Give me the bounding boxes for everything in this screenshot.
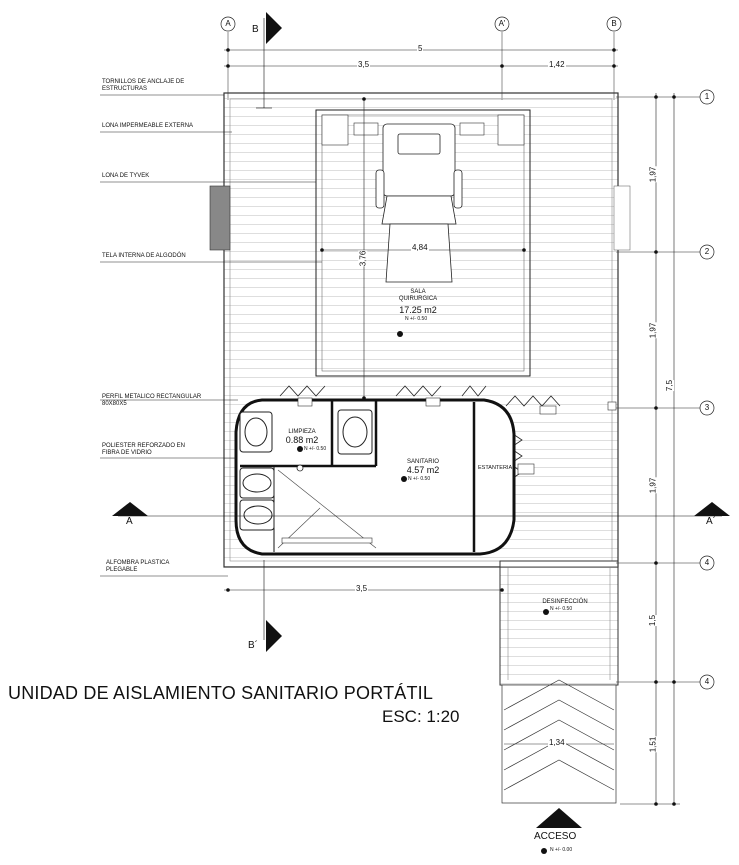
dim-room-width: 4,84	[412, 243, 428, 252]
dim-right-2: 1,97	[648, 322, 658, 339]
drawing-title: UNIDAD DE AISLAMIENTO SANITARIO PORTÁTIL	[8, 683, 434, 703]
room-sanitario-area: 4.57 m2	[406, 465, 440, 475]
section-label-b-bottom: B´	[248, 640, 258, 651]
access-level: N +/- 0.00	[550, 847, 573, 853]
section-label-b-top: B	[252, 24, 259, 35]
dim-room-depth: 3,76	[358, 250, 368, 267]
axis-markers-right	[700, 90, 714, 689]
dim-right-total: 7,5	[665, 379, 675, 392]
dim-ramp-width: 1,34	[549, 738, 565, 747]
room-sala-level: N +/- 0.50	[405, 316, 428, 322]
axis-label-b: B	[611, 19, 617, 28]
axis-label-a: A	[225, 19, 231, 28]
annotation-plastic-carpet: ALFOMBRA PLASTICA PLEGABLE	[106, 560, 170, 573]
axis-label-1: 1	[704, 92, 710, 101]
drawing-scale: ESC: 1:20	[382, 707, 460, 726]
annotation-frp: POLIESTER REFORZADO EN FIBRA DE VIDRIO	[102, 443, 186, 456]
dim-right-1: 1,97	[648, 166, 658, 183]
room-sala-area: 17.25 m2	[399, 305, 437, 315]
axis-label-4: 4	[704, 558, 710, 567]
section-label-a-right: A´	[706, 516, 716, 527]
annotation-metal-profile: PERFIL METALICO RECTANGULAR 80X80X5	[102, 394, 202, 407]
dim-bottom-width: 3,5	[356, 584, 368, 593]
section-label-a-left: A	[126, 516, 133, 527]
dim-top-left: 3,5	[358, 60, 370, 69]
axis-label-a-prime: A'	[498, 19, 506, 28]
dim-top-right: 1,42	[549, 60, 565, 69]
room-limpieza-name: LIMPIEZA	[288, 429, 316, 435]
dim-right-4: 1,5	[648, 614, 658, 627]
dim-right-5: 1,51	[648, 736, 658, 753]
axis-label-4b: 4	[704, 677, 710, 686]
section-arrow-b-bottom	[266, 620, 282, 652]
dim-right-3: 1,97	[648, 477, 658, 494]
room-sala-name: SALA QUIRURGICA	[398, 289, 438, 302]
deck-disinfection	[500, 561, 618, 685]
section-arrow-a-left	[112, 502, 148, 516]
surgical-table	[376, 124, 462, 282]
room-desinfeccion-level: N +/- 0.50	[550, 606, 573, 612]
room-sanitario-name: SANITARIO	[407, 459, 439, 465]
room-limpieza-level: N +/- 0.50	[304, 446, 327, 452]
dim-top-total: 5	[418, 44, 423, 53]
room-desinfeccion-name: DESINFECCIÓN	[542, 599, 588, 605]
room-sanitario-level: N +/- 0.50	[408, 476, 431, 482]
annotation-anchor-bolts: TORNILLOS DE ANCLAJE DE ESTRUCTURAS	[102, 79, 185, 92]
annotation-outer-tarp: LONA IMPERMEABLE EXTERNA	[102, 123, 194, 129]
section-arrow-b-top	[266, 12, 282, 44]
annotation-tyvek: LONA DE TYVEK	[102, 173, 150, 179]
room-limpieza-area: 0.88 m2	[285, 435, 319, 445]
access-label: ACCESO	[534, 831, 577, 842]
access-arrow	[536, 808, 582, 828]
annotation-cotton-fabric: TELA INTERNA DE ALGODÓN	[102, 253, 186, 259]
label-estanteria: ESTANTERIA	[478, 465, 513, 471]
section-arrow-a-right	[694, 502, 730, 516]
axis-label-2: 2	[704, 247, 710, 256]
axis-label-3: 3	[704, 403, 710, 412]
